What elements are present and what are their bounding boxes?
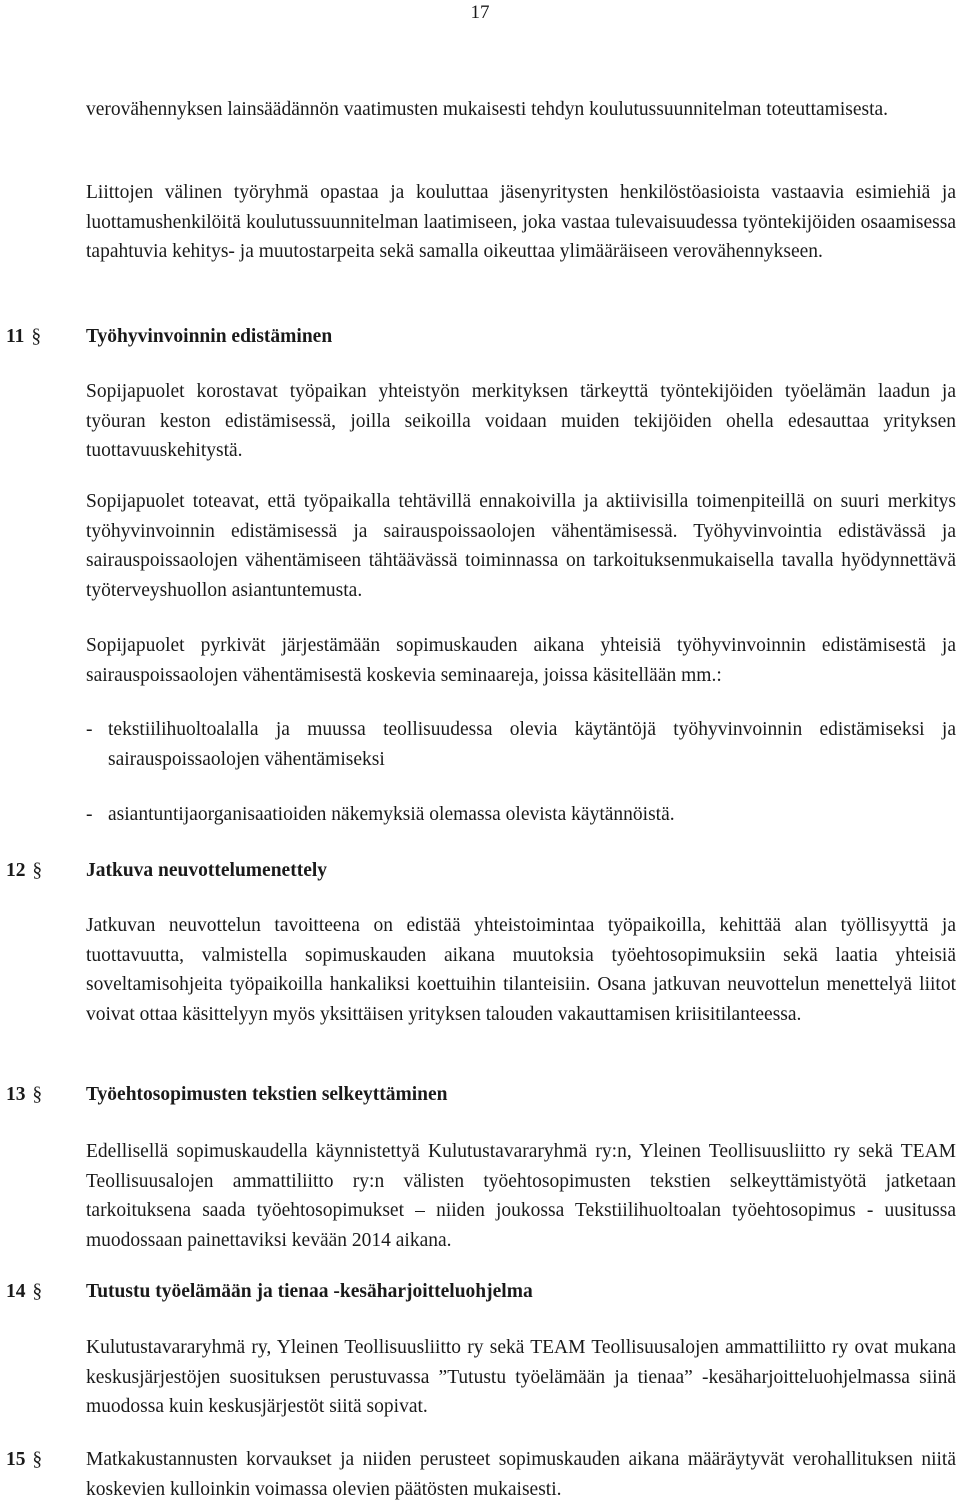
paragraph-text: Liittojen välinen työryhmä opastaa ja kouluttaa jäsenyritysten henkilöstöasioista vastaavia esimiehiä ja luottamushenkilöitä koulutussuunnitelman laatimiseen, joka vastaa tulevaisuudessa työntekijöiden osaamisessa tapahtuvia kehitys- ja muutostarpeita sekä samalla oikeuttaa ylimääräiseen verovähennykseen. bbox=[86, 182, 956, 262]
section-12-title: Jatkuva neuvottelumenettely bbox=[86, 860, 328, 881]
paragraph-text: Sopijapuolet pyrkivät järjestämään sopimuskauden aikana yhteisiä työhyvinvoinnin edistämisestä ja sairauspoissaolojen vähentämisestä koskevia seminaareja, joissa käsitellään mm.: bbox=[86, 635, 956, 686]
section-13-paragraph-1 bbox=[86, 1137, 956, 1255]
section-14-title: Tutustu työelämään ja tienaa -kesäharjoitteluohjelma bbox=[86, 1281, 533, 1302]
paragraph-text: Kulutustavararyhmä ry, Yleinen Teollisuusliitto ry sekä TEAM Teollisuusalojen ammattiliitto ry ovat mukana keskusjärjestöjen suosituksen perustuvassa ”Tutustu työelämään ja tienaa” -kesäharjoitteluohjelmassa siinä muodossa kuin keskusjärjestöt siitä sopivat. bbox=[86, 1337, 956, 1417]
list-item-text: asiantuntijaorganisaatioiden näkemyksiä olemassa olevista käytännöistä. bbox=[108, 804, 675, 825]
section-15-number bbox=[6, 1445, 42, 1474]
list-item-text: tekstiilihuoltoalalla ja muussa teollisuudessa olevia käytäntöjä työhyvinvoinnin edistämiseksi ja sairauspoissaolojen vähentämiseksi bbox=[108, 719, 956, 770]
paragraph-text: Edellisellä sopimuskaudella käynnistettyä Kulutustavararyhmä ry:n, Yleinen Teollisuusliitto ry sekä TEAM Teollisuusalojen ammattiliitto ry:n välisten työehtosopimusten tekstien selkeyttämistyötä jatketaan tarkoituksena saada työehtosopimukset – niiden joukossa Tekstiilihuoltoalan työehtosopimus - uusitussa muodossaan painettaviksi kevään 2014 aikana. bbox=[86, 1141, 956, 1251]
paragraph-sign: § bbox=[32, 860, 43, 881]
section-number: 11 bbox=[6, 326, 25, 347]
paragraph-text: Sopijapuolet toteavat, että työpaikalla tehtävillä ennakoivilla ja aktiivisilla toimenpiteillä on suuri merkitys työhyvinvoinnin edistämisessä ja sairauspoissaolojen vähentämisessä. Työhyvinvointia edistävässä ja sairauspoissaolojen vähentämiseen tähtäävässä toiminnassa on tarkoituksenmukaisella tavalla hyödynnettävä työterveyshuollon asiantuntemusta. bbox=[86, 491, 956, 601]
list-item bbox=[86, 800, 956, 830]
intro-paragraph-1 bbox=[86, 95, 956, 125]
section-number: 12 bbox=[6, 860, 26, 881]
list-item bbox=[86, 715, 956, 774]
section-14-paragraph-1 bbox=[86, 1333, 956, 1422]
page-number: 17 bbox=[470, 2, 490, 23]
paragraph-sign: § bbox=[31, 326, 42, 347]
section-13-number bbox=[6, 1080, 42, 1109]
list-dash: - bbox=[86, 804, 93, 825]
section-number: 13 bbox=[6, 1084, 26, 1105]
intro-paragraph-2 bbox=[86, 178, 956, 267]
list-dash: - bbox=[86, 719, 93, 740]
section-11-paragraph-1 bbox=[86, 377, 956, 466]
section-12-paragraph-1 bbox=[86, 911, 956, 1029]
paragraph-text: Sopijapuolet korostavat työpaikan yhteistyön merkityksen tärkeyttä työntekijöiden työelämän laadun ja työuran keston edistämisessä, joilla seikoilla voidaan muiden tekijöiden ohella edesauttaa yrityksen tuottavuuskehitystä. bbox=[86, 381, 956, 461]
section-number: 14 bbox=[6, 1281, 26, 1302]
section-12-number bbox=[6, 856, 42, 885]
section-11-title: Työhyvinvoinnin edistäminen bbox=[86, 326, 333, 347]
paragraph-text: verovähennyksen lainsäädännön vaatimusten mukaisesti tehdyn koulutussuunnitelman toteuttamisesta. bbox=[86, 99, 889, 120]
section-11-paragraph-2 bbox=[86, 487, 956, 605]
section-15-paragraph-1 bbox=[86, 1445, 956, 1504]
section-13-title: Työehtosopimusten tekstien selkeyttäminen bbox=[86, 1084, 448, 1105]
section-11-paragraph-3 bbox=[86, 631, 956, 690]
paragraph-sign: § bbox=[32, 1449, 43, 1470]
paragraph-text: Jatkuvan neuvottelun tavoitteena on edistää yhteistoimintaa työpaikoilla, kehittää alan työllisyyttä ja tuottavuutta, valmistella sopimuskauden aikana muutoksia työehtosopimuksiin sekä laatia yhteisiä soveltamisohjeita työpaikoilla hankaliksi koettuihin tilanteisiin. Osana jatkuvan neuvottelun menettelyä liitot voivat ottaa käsittelyyn myös yksittäisen yrityksen talouden vakauttamisen kriisitilanteessa. bbox=[86, 915, 956, 1025]
section-11-number bbox=[6, 322, 41, 351]
paragraph-sign: § bbox=[32, 1084, 43, 1105]
paragraph-text: Matkakustannusten korvaukset ja niiden perusteet sopimuskauden aikana määräytyvät verohallituksen niitä koskevien kulloinkin voimassa olevien päätösten mukaisesti. bbox=[86, 1449, 956, 1500]
section-number: 15 bbox=[6, 1449, 26, 1470]
paragraph-sign: § bbox=[32, 1281, 43, 1302]
section-14-number bbox=[6, 1277, 42, 1306]
